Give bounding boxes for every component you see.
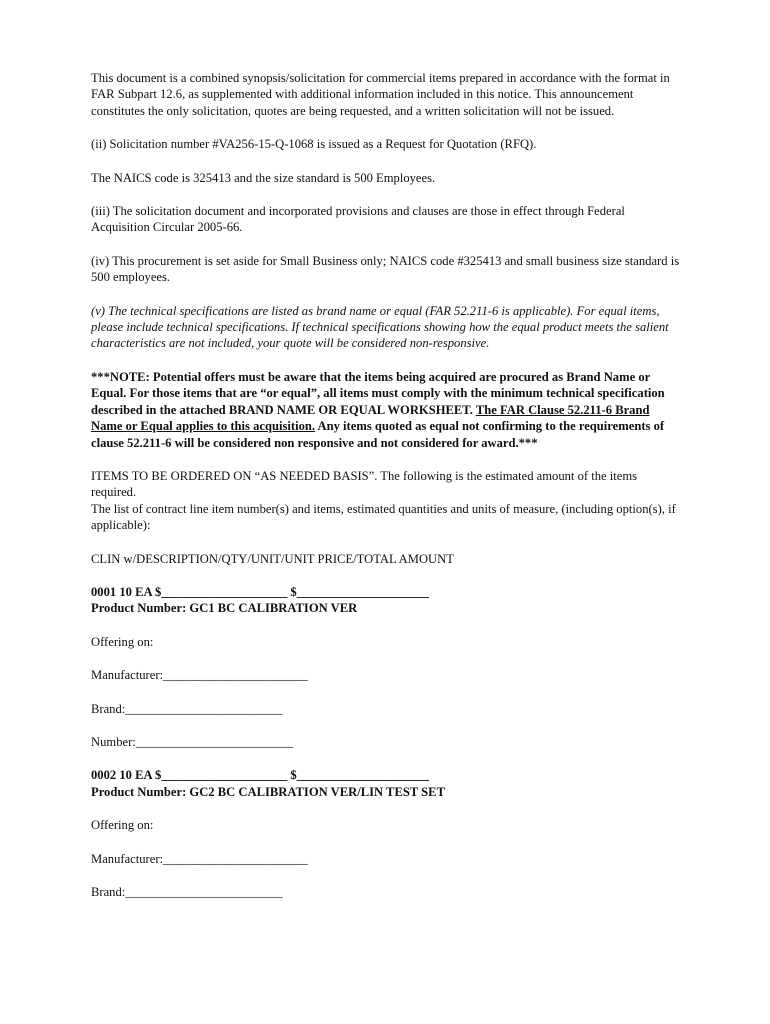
clin-0001-product-number: Product Number: GC1 BC CALIBRATION VER (91, 601, 358, 616)
intro-paragraph: This document is a combined synopsis/solicitation for commercial items prepared in accordance with the format in FAR Subpart 12.6, as supplemented with additional information included in this notice. This announcement constitutes the only solicitation, quotes are being requested, and a written solicitation will not be issued. (91, 71, 670, 118)
clin-0001-brand-field[interactable]: Brand:_________________________ (91, 701, 283, 716)
clin-0001-number-field[interactable]: Number:_________________________ (91, 734, 294, 749)
clin-0002-line: 0002 10 EA $____________________ $_____________________ (91, 768, 429, 783)
items-list-description: The list of contract line item number(s) and items, estimated quantities and units of measure, (including option(s), if applicable): (91, 501, 676, 533)
clin-0002-product-number: Product Number: GC2 BC CALIBRATION VER/LIN TEST SET (91, 784, 445, 799)
note-text-part1: ***NOTE: Potential offers must be aware that the items being acquired are procured as Brand Name or Equal. For those items that are “or equal”, all items must comply with the minimum technical specification described in the attached BRAND NAME OR EQUAL WORKSHEET. (91, 369, 665, 417)
clin-0002-offering-label: Offering on: (91, 818, 154, 833)
items-as-needed-line: ITEMS TO BE ORDERED ON “AS NEEDED BASIS”. The following is the estimated amount of the items required. (91, 468, 638, 500)
clin-0001-line: 0001 10 EA $____________________ $_____________________ (91, 584, 429, 599)
clin-header: CLIN w/DESCRIPTION/QTY/UNIT/UNIT PRICE/TOTAL AMOUNT (91, 551, 454, 566)
note-text-part2: Any items quoted as equal not confirming to the requirements of clause 52.211-6 will be considered non responsive and not considered for award.*** (91, 419, 665, 450)
solicitation-number-paragraph: (ii) Solicitation number #VA256-15-Q-1068 is issued as a Request for Quotation (RFQ). (91, 137, 537, 152)
set-aside-paragraph: (iv) This procurement is set aside for Small Business only; NAICS code #325413 and small business size standard is 500 employees. (91, 253, 680, 285)
clin-0001-manufacturer-field[interactable]: Manufacturer:_______________________ (91, 668, 308, 683)
note-far-clause-underlined: The FAR Clause 52.211-6 Brand Name or Equal applies to this acquisition. (91, 402, 650, 434)
clin-0002-manufacturer-field[interactable]: Manufacturer:_______________________ (91, 851, 308, 866)
document-page (91, 70, 683, 917)
technical-specifications-paragraph: (v) The technical specifications are listed as brand name or equal (FAR 52.211-6 is applicable). For equal items, please include technical specifications. If technical specifications showing how the equal product meets the salient characteristics are not included, your quote will be considered non-responsive. (91, 303, 669, 351)
naics-paragraph: The NAICS code is 325413 and the size standard is 500 Employees. (91, 170, 436, 185)
clin-0002-brand-field[interactable]: Brand:_________________________ (91, 885, 283, 899)
clauses-paragraph: (iii) The solicitation document and incorporated provisions and clauses are those in effect through Federal Acquisition Circular 2005-66. (91, 204, 625, 235)
note-paragraph (91, 369, 683, 451)
clin-0001-offering-label: Offering on: (91, 634, 154, 649)
